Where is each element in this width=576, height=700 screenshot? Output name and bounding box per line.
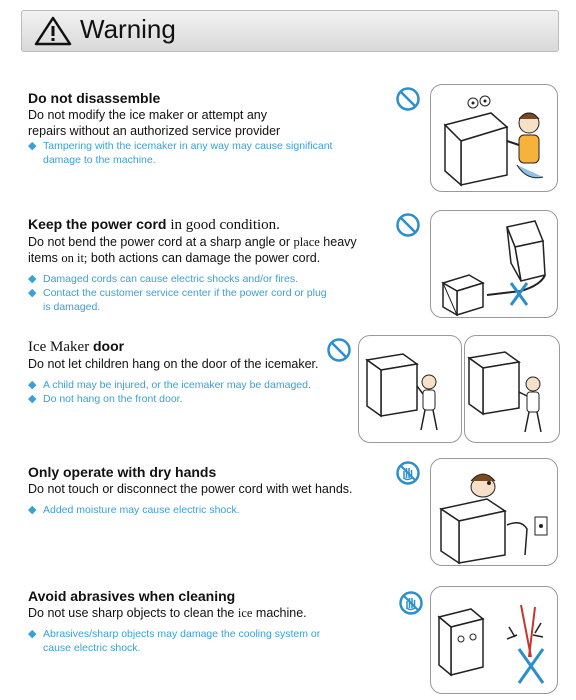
section-text: Do not modify the ice maker or attempt any [28,108,267,122]
section-text: repairs without an authorized service provider [28,124,281,138]
note-text: Do not hang on the front door. [43,393,183,405]
text-part: ice [237,606,253,620]
diamond-bullet-icon: ◆ [28,504,37,516]
illustration-abrasives [430,586,558,694]
section-text: Do not let children hang on the door of the icemaker. [28,357,319,371]
section-dry-hands [28,464,378,517]
section-disassemble [28,90,378,167]
text-part: items [28,251,62,265]
section-power-cord [28,216,408,314]
text-part: machine. [252,606,307,620]
text-part: place [293,235,320,249]
section-text: Do not touch or disconnect the power cord with wet hands. [28,482,353,496]
text-part: on it; [61,251,88,265]
heading-part: door [92,338,125,354]
warning-header [21,10,559,52]
diamond-bullet-icon: ◆ [28,140,37,152]
illustration-door-right [464,335,560,443]
section-ice-maker-door [28,338,358,406]
section-heading: Only operate with dry hands [28,464,217,480]
section-heading: Do not disassemble [28,90,161,106]
note-item [28,378,358,392]
illustration-power-cord [430,210,558,318]
diamond-bullet-icon: ◆ [28,628,37,640]
diamond-bullet-icon: ◆ [28,393,37,405]
text-part: heavy [319,235,357,249]
diamond-bullet-icon: ◆ [28,273,37,285]
section-text [28,234,408,250]
illustration-disassemble [430,84,558,192]
text-part: Do not bend the power cord at a sharp angle or [28,235,294,249]
illustration-door-left [358,335,462,443]
note-item [28,286,408,314]
text-part: Do not use sharp objects to clean the [28,606,238,620]
diamond-bullet-icon: ◆ [28,379,37,391]
section-text [28,605,378,621]
section-heading [28,216,408,234]
diamond-bullet-icon: ◆ [28,287,37,299]
prohibited-circle-icon [395,212,421,238]
note-item [28,392,358,406]
no-touch-hand-icon [398,590,424,616]
note-text: Added moisture may cause electric shock. [43,504,240,516]
note-item [28,272,408,286]
illustration-dry-hands [430,458,558,566]
heading-part: Keep the power cord [28,216,171,232]
note-text: damage to the machine. [43,154,156,166]
note-text: Damaged cords can cause electric shocks and/or fires. [43,273,299,285]
heading-part: in good condition. [170,217,280,233]
section-heading [28,338,358,356]
section-abrasives [28,588,378,655]
note-text: A child may be injured, or the icemaker may be damaged. [43,379,311,391]
note-text: cause electric shock. [43,642,141,654]
prohibited-circle-icon [395,86,421,112]
note-text: Abrasives/sharp objects may damage the cooling system or [43,628,321,640]
section-text [28,250,408,266]
note-item [28,627,378,655]
page-title: Warning [80,14,176,44]
note-text: is damaged. [43,301,101,313]
no-touch-hand-icon [395,460,421,486]
prohibited-circle-icon [326,337,352,363]
warning-triangle-icon [34,16,72,46]
section-heading: Avoid abrasives when cleaning [28,588,236,604]
note-item [28,139,378,167]
note-text: Contact the customer service center if the power cord or plug [43,287,327,299]
note-text: Tampering with the icemaker in any way may cause significant [43,140,333,152]
text-part: both actions can damage the power cord. [87,251,321,265]
note-item [28,503,378,517]
heading-part: Ice Maker [28,339,93,355]
